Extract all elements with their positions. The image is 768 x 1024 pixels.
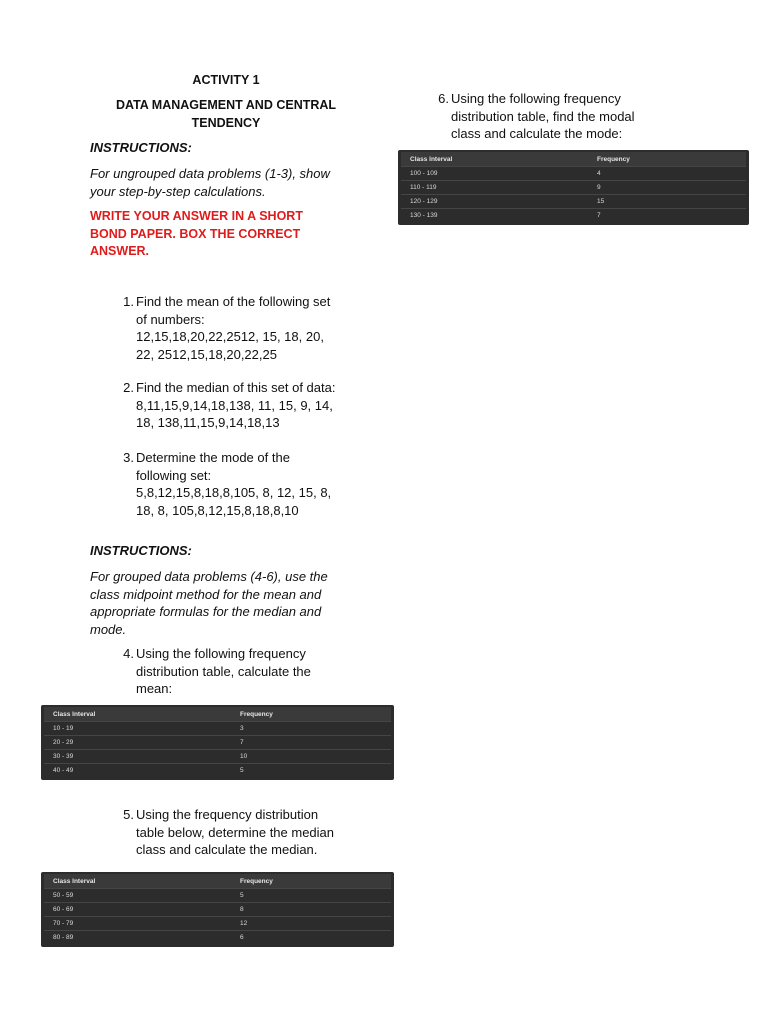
- question-line: of numbers:: [136, 311, 205, 327]
- instructions-line: appropriate formulas for the median and: [90, 604, 322, 619]
- question-line: distribution table, find the modal: [451, 108, 635, 124]
- answer-warning: [90, 208, 303, 261]
- question-line: 12,15,18,20,22,2512, 15, 18, 20,: [136, 329, 324, 344]
- instructions-text-1: [90, 165, 330, 200]
- question-number: 3.: [123, 450, 134, 465]
- question-2: [112, 379, 372, 432]
- table-row: [44, 721, 391, 735]
- question-line: following set:: [136, 467, 212, 483]
- cell-frequency: 5: [240, 892, 244, 899]
- warning-line: WRITE YOUR ANSWER IN A SHORT: [90, 209, 303, 223]
- instructions-text-2: [90, 568, 328, 638]
- question-4: [112, 645, 372, 698]
- header-class-interval: Class Interval: [53, 877, 96, 885]
- question-number: 1.: [123, 294, 134, 309]
- cell-class-interval: 70 - 79: [53, 920, 74, 927]
- table-row: [401, 208, 746, 222]
- question-line: distribution table, calculate the: [136, 663, 311, 679]
- question-line: table below, determine the median: [136, 824, 335, 840]
- cell-frequency: 3: [240, 725, 244, 732]
- cell-class-interval: 80 - 89: [53, 934, 74, 941]
- cell-frequency: 8: [240, 906, 244, 913]
- table-row: [44, 930, 391, 944]
- cell-frequency: 4: [597, 170, 601, 177]
- question-line: Determine the mode of the: [136, 450, 290, 465]
- question-line: mean:: [136, 681, 173, 696]
- cell-frequency: 10: [240, 753, 248, 760]
- title-line-1: ACTIVITY 1: [192, 73, 260, 87]
- question-1: [112, 293, 372, 363]
- cell-class-interval: 120 - 129: [410, 198, 438, 205]
- table-row: [401, 166, 746, 180]
- table-row: [44, 735, 391, 749]
- question-line: 18, 8, 105,8,12,15,8,18,8,10: [136, 502, 299, 518]
- header-frequency: Frequency: [597, 155, 630, 163]
- cell-class-interval: 60 - 69: [53, 906, 74, 913]
- cell-class-interval: 110 - 119: [410, 184, 437, 191]
- instructions-heading-2: INSTRUCTIONS:: [90, 543, 192, 558]
- cell-frequency: 9: [597, 184, 601, 191]
- cell-frequency: 15: [597, 198, 605, 205]
- cell-class-interval: 10 - 19: [53, 725, 74, 732]
- warning-line: BOND PAPER. BOX THE CORRECT: [90, 226, 301, 241]
- table-header: [44, 874, 391, 888]
- table-row: [401, 180, 746, 194]
- table-row: [44, 763, 391, 777]
- question-line: Using the frequency distribution: [136, 807, 319, 822]
- title-line-3: TENDENCY: [191, 116, 261, 130]
- question-line: class and calculate the mode:: [451, 126, 623, 141]
- question-line: 5,8,12,15,8,18,8,105, 8, 12, 15, 8,: [136, 485, 332, 500]
- cell-class-interval: 100 - 109: [410, 170, 438, 177]
- warning-line: ANSWER.: [90, 244, 150, 258]
- cell-frequency: 5: [240, 767, 244, 774]
- instructions-heading-1: INSTRUCTIONS:: [90, 140, 192, 155]
- header-class-interval: Class Interval: [53, 710, 96, 718]
- question-line: Using the following frequency: [451, 91, 621, 106]
- cell-class-interval: 30 - 39: [53, 753, 74, 760]
- question-number: 6.: [438, 91, 449, 106]
- table-row: [44, 902, 391, 916]
- cell-class-interval: 20 - 29: [53, 739, 74, 746]
- cell-frequency: 6: [240, 934, 244, 941]
- cell-class-interval: 130 - 139: [410, 212, 438, 219]
- frequency-table-q5: [41, 872, 394, 947]
- header-class-interval: Class Interval: [410, 155, 453, 163]
- cell-frequency: 7: [240, 739, 244, 746]
- question-line: 22, 2512,15,18,20,22,25: [136, 346, 277, 362]
- activity-title: [90, 71, 362, 132]
- title-line-2: DATA MANAGEMENT AND CENTRAL: [115, 98, 337, 112]
- instructions-line: mode.: [90, 621, 127, 637]
- question-line: 18, 138,11,15,9,14,18,13: [136, 415, 280, 430]
- table-row: [44, 916, 391, 930]
- instructions-line: For ungrouped data problems (1-3), show: [90, 166, 330, 181]
- header-frequency: Frequency: [240, 877, 273, 885]
- question-number: 2.: [123, 380, 134, 395]
- instructions-line: For grouped data problems (4-6), use the: [90, 569, 328, 584]
- question-3: [112, 449, 372, 519]
- question-line: class and calculate the median.: [136, 842, 318, 857]
- question-line: 8,11,15,9,14,18,138, 11, 15, 9, 14,: [136, 397, 333, 413]
- cell-class-interval: 40 - 49: [53, 767, 74, 774]
- question-5: [112, 806, 372, 859]
- question-line: Find the mean of the following set: [136, 294, 331, 309]
- cell-frequency: 7: [597, 212, 601, 219]
- instructions-line: class midpoint method for the mean and: [90, 586, 322, 602]
- table-header: [401, 152, 746, 166]
- instructions-line: your step-by-step calculations.: [90, 183, 266, 199]
- question-line: Find the median of this set of data:: [136, 380, 336, 395]
- cell-class-interval: 50 - 59: [53, 892, 74, 899]
- question-number: 5.: [123, 807, 134, 822]
- frequency-table-q4: [41, 705, 394, 780]
- table-row: [401, 194, 746, 208]
- cell-frequency: 12: [240, 920, 248, 927]
- table-header: [44, 707, 391, 721]
- header-frequency: Frequency: [240, 710, 273, 718]
- question-6: [427, 90, 687, 143]
- question-line: Using the following frequency: [136, 646, 306, 661]
- question-number: 4.: [123, 646, 134, 661]
- frequency-table-q6: [398, 150, 749, 225]
- table-row: [44, 888, 391, 902]
- table-row: [44, 749, 391, 763]
